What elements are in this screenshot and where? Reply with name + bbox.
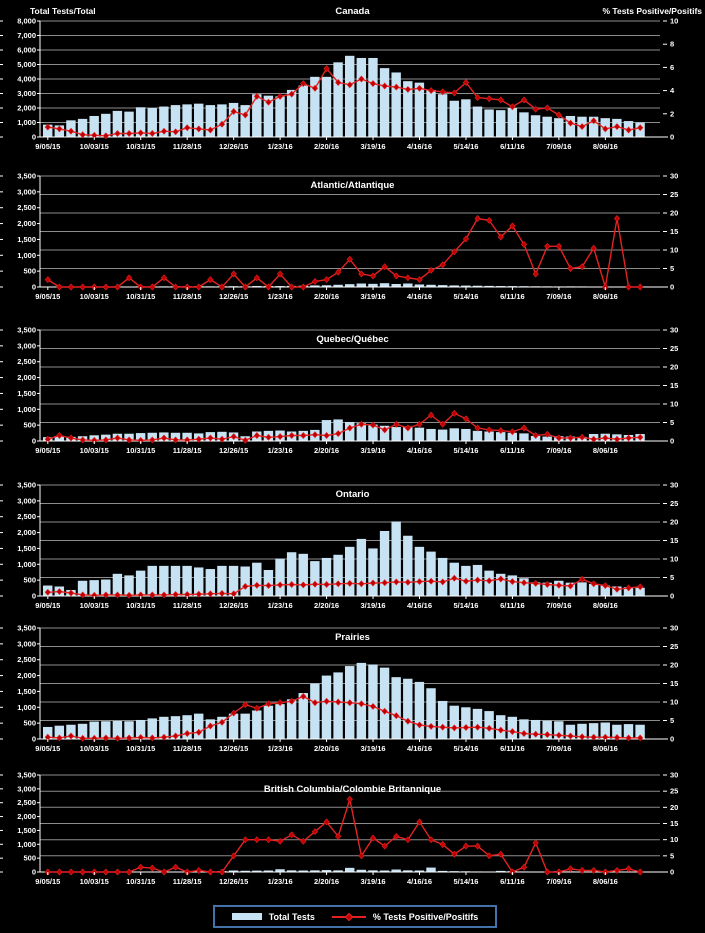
diamond-marker-icon: [487, 96, 492, 102]
right-axis-title: % Tests Positive/Positifs: [602, 6, 702, 16]
svg-text:0: 0: [670, 591, 675, 601]
diamond-marker-icon: [545, 243, 550, 249]
diamond-marker-icon: [521, 864, 526, 870]
svg-text:2,000: 2,000: [17, 103, 36, 113]
svg-text:3/19/16: 3/19/16: [360, 142, 386, 151]
panel-british-columbia: [0, 759, 705, 891]
svg-text:12/26/15: 12/26/15: [219, 142, 249, 151]
svg-text:8/06/16: 8/06/16: [592, 744, 618, 752]
svg-text:500: 500: [23, 718, 36, 728]
svg-text:30: 30: [670, 623, 679, 633]
left-axis: [0, 17, 40, 142]
svg-text:1,000: 1,000: [17, 559, 36, 569]
percent-positive-line: [45, 693, 643, 741]
british-columbia-chart: [0, 759, 705, 891]
svg-text:2/20/16: 2/20/16: [314, 744, 340, 752]
svg-text:1,000: 1,000: [17, 250, 36, 260]
diamond-marker-icon: [545, 105, 550, 111]
svg-text:1,500: 1,500: [17, 543, 36, 553]
diamond-marker-icon: [254, 837, 259, 843]
svg-text:3,000: 3,000: [17, 639, 36, 649]
diamond-marker-icon: [545, 869, 550, 875]
svg-text:7/09/16: 7/09/16: [546, 292, 572, 300]
svg-text:12/26/15: 12/26/15: [219, 292, 249, 300]
svg-text:10/31/15: 10/31/15: [126, 142, 156, 151]
svg-text:15: 15: [670, 819, 679, 828]
svg-text:500: 500: [23, 853, 36, 863]
svg-text:6/11/16: 6/11/16: [500, 446, 525, 454]
svg-text:11/28/15: 11/28/15: [172, 142, 202, 151]
svg-text:6/11/16: 6/11/16: [500, 292, 525, 300]
diamond-marker-icon: [103, 869, 108, 875]
svg-text:2,500: 2,500: [17, 357, 36, 367]
svg-text:0: 0: [31, 734, 36, 744]
svg-text:9/05/15: 9/05/15: [35, 142, 61, 151]
svg-text:1,500: 1,500: [17, 234, 36, 244]
svg-text:12/26/15: 12/26/15: [219, 446, 249, 454]
svg-text:3,000: 3,000: [17, 784, 36, 794]
svg-text:9/05/15: 9/05/15: [35, 446, 61, 454]
svg-text:20: 20: [670, 208, 679, 218]
svg-text:20: 20: [670, 517, 679, 527]
svg-text:2,000: 2,000: [17, 373, 36, 383]
diamond-marker-icon: [521, 425, 526, 431]
diamond-marker-icon: [626, 866, 631, 872]
svg-text:8/06/16: 8/06/16: [592, 601, 618, 609]
svg-text:4/16/16: 4/16/16: [406, 446, 433, 454]
svg-text:500: 500: [23, 420, 36, 430]
svg-text:5/14/16: 5/14/16: [453, 446, 479, 454]
svg-text:1/23/16: 1/23/16: [267, 744, 293, 752]
legend: [213, 905, 497, 928]
svg-text:4,000: 4,000: [17, 74, 36, 84]
diamond-marker-icon: [533, 271, 538, 277]
diamond-marker-icon: [556, 243, 561, 249]
svg-text:1,000: 1,000: [17, 702, 36, 712]
svg-text:3,000: 3,000: [17, 187, 36, 197]
diamond-marker-icon: [80, 284, 85, 290]
svg-text:2/20/16: 2/20/16: [314, 292, 340, 300]
svg-text:3/19/16: 3/19/16: [360, 877, 386, 886]
svg-text:8/06/16: 8/06/16: [592, 446, 618, 454]
svg-text:2,000: 2,000: [17, 812, 36, 822]
svg-text:1,500: 1,500: [17, 686, 36, 696]
svg-text:0: 0: [31, 282, 36, 292]
svg-text:2: 2: [670, 109, 675, 119]
svg-text:9/05/15: 9/05/15: [35, 744, 61, 752]
svg-text:11/28/15: 11/28/15: [172, 446, 202, 454]
svg-text:10: 10: [670, 16, 679, 26]
svg-text:5/14/16: 5/14/16: [453, 877, 479, 886]
diamond-marker-icon: [568, 866, 573, 872]
svg-text:3,000: 3,000: [17, 341, 36, 351]
svg-text:5/14/16: 5/14/16: [453, 292, 479, 300]
diamond-marker-icon: [80, 869, 85, 875]
svg-text:25: 25: [670, 786, 679, 796]
svg-text:4: 4: [670, 86, 675, 96]
x-axis: [35, 739, 618, 752]
svg-text:9/05/15: 9/05/15: [35, 601, 61, 609]
svg-text:10: 10: [670, 554, 679, 564]
x-axis: [35, 137, 618, 151]
diamond-marker-icon: [254, 705, 259, 711]
x-axis: [35, 441, 618, 454]
svg-text:0: 0: [670, 734, 675, 744]
svg-text:5: 5: [670, 573, 675, 582]
panel-title-ontario: Ontario: [335, 489, 370, 500]
svg-text:8/06/16: 8/06/16: [592, 142, 618, 151]
panel-title-british-columbia: British Columbia/Colombie Britannique: [263, 784, 442, 795]
diamond-marker-icon: [405, 275, 410, 281]
svg-text:30: 30: [670, 171, 679, 181]
svg-text:5: 5: [670, 264, 675, 273]
svg-text:7/09/16: 7/09/16: [546, 877, 572, 886]
x-axis: [35, 596, 618, 609]
svg-text:10/03/15: 10/03/15: [79, 142, 109, 151]
svg-text:2/20/16: 2/20/16: [314, 446, 340, 454]
canada-chart: [0, 4, 705, 156]
svg-text:10: 10: [670, 245, 679, 255]
svg-text:5/14/16: 5/14/16: [453, 142, 479, 151]
svg-text:4/16/16: 4/16/16: [406, 744, 433, 752]
svg-text:9/05/15: 9/05/15: [35, 877, 61, 886]
svg-text:10: 10: [670, 835, 679, 845]
svg-text:2/20/16: 2/20/16: [314, 601, 340, 609]
diamond-marker-icon: [150, 865, 155, 871]
diamond-marker-icon: [115, 869, 120, 875]
svg-text:10/03/15: 10/03/15: [79, 446, 109, 454]
svg-text:8: 8: [670, 39, 675, 49]
svg-text:3,500: 3,500: [17, 325, 36, 335]
svg-text:5: 5: [670, 418, 675, 427]
svg-text:3,500: 3,500: [17, 770, 36, 780]
svg-text:2,500: 2,500: [17, 798, 36, 808]
x-axis: [35, 287, 618, 300]
svg-text:20: 20: [670, 362, 679, 372]
svg-text:15: 15: [670, 679, 679, 688]
diamond-marker-icon: [68, 869, 73, 875]
svg-text:10/03/15: 10/03/15: [79, 601, 109, 609]
svg-text:4/16/16: 4/16/16: [406, 601, 433, 609]
svg-text:3,500: 3,500: [17, 480, 36, 490]
diamond-marker-icon: [173, 864, 178, 870]
total-tests-swatch: [232, 913, 262, 920]
diamond-marker-icon: [498, 97, 503, 103]
diamond-marker-icon: [324, 277, 329, 283]
svg-text:10/03/15: 10/03/15: [79, 877, 109, 886]
svg-text:5,000: 5,000: [17, 60, 36, 69]
svg-text:500: 500: [23, 266, 36, 276]
diamond-marker-icon: [533, 840, 538, 846]
panel-title-canada: Canada: [335, 6, 370, 17]
panel-canada: [0, 4, 705, 156]
svg-text:3/19/16: 3/19/16: [360, 744, 386, 752]
svg-text:1,500: 1,500: [17, 825, 36, 835]
percent-positive-line: [45, 575, 643, 598]
svg-text:6/11/16: 6/11/16: [500, 142, 525, 151]
svg-text:10: 10: [670, 399, 679, 409]
diamond-marker-icon: [301, 284, 306, 290]
svg-text:6/11/16: 6/11/16: [500, 877, 525, 886]
svg-text:3,000: 3,000: [17, 496, 36, 506]
svg-text:25: 25: [670, 190, 679, 199]
svg-text:1/23/16: 1/23/16: [267, 292, 293, 300]
svg-text:1/23/16: 1/23/16: [267, 446, 293, 454]
total-tests-bars: [43, 283, 645, 287]
svg-text:0: 0: [670, 132, 675, 142]
right-axis: [663, 17, 678, 142]
svg-text:2,000: 2,000: [17, 528, 36, 538]
svg-text:10/31/15: 10/31/15: [126, 877, 156, 886]
svg-text:3/19/16: 3/19/16: [360, 446, 386, 454]
diamond-marker-icon: [626, 284, 631, 290]
svg-text:15: 15: [670, 536, 679, 545]
svg-text:6: 6: [670, 62, 675, 72]
diamond-marker-icon: [289, 832, 294, 838]
diamond-marker-icon: [103, 284, 108, 290]
svg-text:0: 0: [31, 867, 36, 877]
svg-text:25: 25: [670, 642, 679, 651]
svg-text:10/03/15: 10/03/15: [79, 744, 109, 752]
svg-text:1,000: 1,000: [17, 404, 36, 414]
svg-text:0: 0: [670, 436, 675, 446]
svg-text:0: 0: [31, 132, 36, 142]
svg-text:5: 5: [670, 851, 675, 861]
svg-text:7/09/16: 7/09/16: [546, 446, 572, 454]
diamond-marker-icon: [57, 284, 62, 290]
svg-text:3,000: 3,000: [17, 89, 36, 98]
diamond-marker-icon: [638, 284, 643, 290]
svg-text:11/28/15: 11/28/15: [172, 601, 202, 609]
svg-text:10/31/15: 10/31/15: [126, 744, 156, 752]
svg-text:3,500: 3,500: [17, 171, 36, 181]
svg-text:3/19/16: 3/19/16: [360, 601, 386, 609]
svg-text:8/06/16: 8/06/16: [592, 292, 618, 300]
svg-text:11/28/15: 11/28/15: [172, 877, 202, 886]
svg-text:30: 30: [670, 770, 679, 780]
svg-text:10: 10: [670, 697, 679, 707]
svg-text:25: 25: [670, 344, 679, 353]
svg-text:6,000: 6,000: [17, 45, 36, 55]
diamond-marker-icon: [638, 869, 643, 875]
diamond-marker-icon: [45, 277, 50, 283]
percent-positive-line: [45, 66, 643, 139]
legend-label-total-tests: Total Tests: [268, 911, 315, 922]
diamond-marker-icon: [57, 869, 62, 875]
svg-text:15: 15: [670, 381, 679, 390]
svg-text:0: 0: [31, 436, 36, 446]
svg-text:7/09/16: 7/09/16: [546, 601, 572, 609]
svg-text:7,000: 7,000: [17, 31, 36, 40]
svg-text:10/31/15: 10/31/15: [126, 446, 156, 454]
svg-text:1,000: 1,000: [17, 839, 36, 849]
svg-text:4/16/16: 4/16/16: [406, 142, 433, 151]
x-axis: [35, 872, 618, 886]
diamond-marker-icon: [614, 216, 619, 222]
diamond-marker-icon: [126, 869, 131, 875]
svg-text:2,500: 2,500: [17, 655, 36, 665]
percent-positive-line: [45, 410, 643, 443]
diamond-marker-icon: [196, 284, 201, 290]
svg-text:30: 30: [670, 480, 679, 490]
svg-text:7/09/16: 7/09/16: [546, 744, 572, 752]
left-axis-title: Total Tests/Total: [30, 6, 96, 16]
svg-text:20: 20: [670, 802, 679, 812]
svg-text:8,000: 8,000: [17, 16, 36, 26]
svg-text:6/11/16: 6/11/16: [500, 744, 525, 752]
svg-text:1,500: 1,500: [17, 388, 36, 398]
diamond-marker-icon: [545, 431, 550, 437]
svg-text:10/31/15: 10/31/15: [126, 601, 156, 609]
legend-label-percent-positive: % Tests Positive/Positifs: [372, 911, 479, 922]
svg-text:8/06/16: 8/06/16: [592, 877, 618, 886]
diamond-marker-icon: [312, 279, 317, 285]
svg-text:2,000: 2,000: [17, 671, 36, 681]
diamond-marker-icon: [347, 796, 352, 802]
svg-text:2/20/16: 2/20/16: [314, 877, 340, 886]
svg-text:20: 20: [670, 660, 679, 670]
svg-text:0: 0: [670, 282, 675, 292]
svg-text:6/11/16: 6/11/16: [500, 601, 525, 609]
svg-text:0: 0: [670, 867, 675, 877]
svg-text:11/28/15: 11/28/15: [172, 744, 202, 752]
svg-text:10/03/15: 10/03/15: [79, 292, 109, 300]
diamond-marker-icon: [208, 277, 213, 283]
svg-text:500: 500: [23, 575, 36, 585]
svg-text:1/23/16: 1/23/16: [267, 601, 293, 609]
svg-text:10/31/15: 10/31/15: [126, 292, 156, 300]
percent-positive-line: [45, 796, 643, 875]
svg-text:2,000: 2,000: [17, 219, 36, 229]
diamond-marker-icon: [568, 266, 573, 272]
panel-title-quebec: Quebec/Québec: [316, 334, 389, 345]
diamond-marker-icon: [266, 837, 271, 843]
total-tests-bars: [43, 663, 645, 739]
svg-text:9/05/15: 9/05/15: [35, 292, 61, 300]
svg-text:11/28/15: 11/28/15: [172, 292, 202, 300]
svg-text:0: 0: [31, 591, 36, 601]
svg-text:7/09/16: 7/09/16: [546, 142, 572, 151]
panel-title-prairies: Prairies: [335, 632, 370, 643]
svg-text:12/26/15: 12/26/15: [219, 744, 249, 752]
svg-text:5/14/16: 5/14/16: [453, 601, 479, 609]
svg-text:4/16/16: 4/16/16: [406, 877, 433, 886]
svg-text:4/16/16: 4/16/16: [406, 292, 433, 300]
svg-text:5/14/16: 5/14/16: [453, 744, 479, 752]
svg-text:25: 25: [670, 499, 679, 508]
diamond-marker-icon: [138, 864, 143, 870]
svg-text:5: 5: [670, 716, 675, 725]
svg-text:30: 30: [670, 325, 679, 335]
svg-text:2/20/16: 2/20/16: [314, 142, 340, 151]
red-diamond-icon: [345, 912, 353, 920]
diamond-marker-icon: [161, 869, 166, 875]
diamond-marker-icon: [68, 284, 73, 290]
svg-text:15: 15: [670, 227, 679, 236]
percent-positive-line: [45, 216, 643, 291]
svg-text:3,500: 3,500: [17, 623, 36, 633]
panel-title-atlantic: Atlantic/Atlantique: [310, 180, 395, 191]
svg-text:1/23/16: 1/23/16: [267, 142, 293, 151]
svg-text:1,000: 1,000: [17, 118, 36, 127]
diamond-marker-icon: [208, 869, 213, 875]
positivity-line-swatch: [332, 912, 366, 922]
svg-text:12/26/15: 12/26/15: [219, 877, 249, 886]
svg-text:12/26/15: 12/26/15: [219, 601, 249, 609]
svg-text:2,500: 2,500: [17, 512, 36, 522]
svg-text:1/23/16: 1/23/16: [267, 877, 293, 886]
svg-text:2,500: 2,500: [17, 203, 36, 213]
total-tests-bars: [43, 56, 645, 137]
svg-text:3/19/16: 3/19/16: [360, 292, 386, 300]
